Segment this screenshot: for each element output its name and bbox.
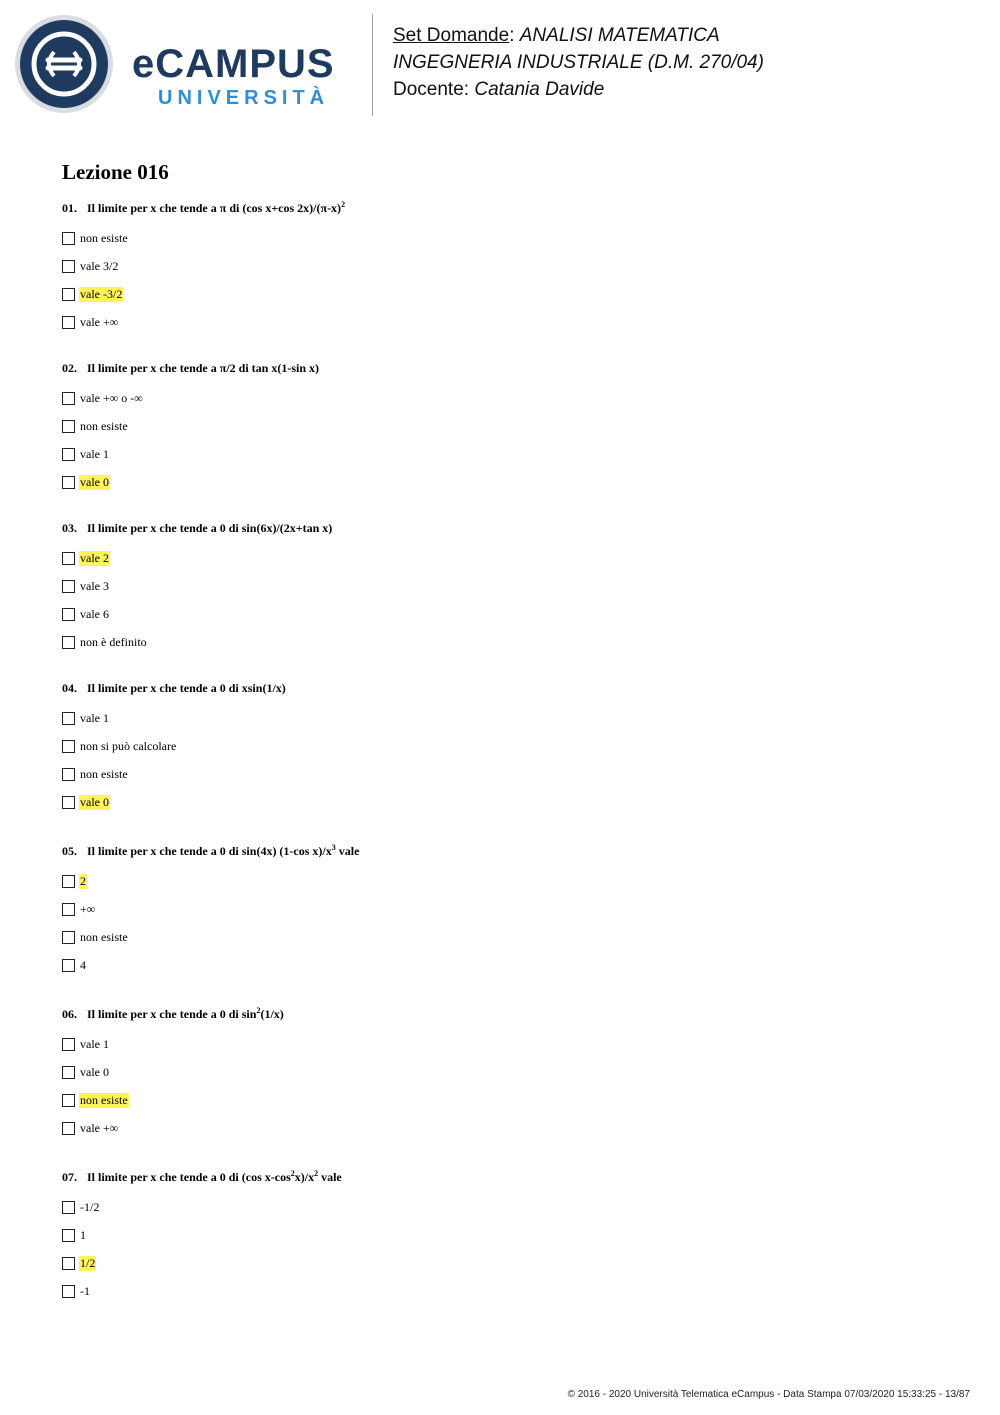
answer-checkbox[interactable] [62, 712, 75, 725]
answer-option-correct[interactable] [62, 1249, 942, 1277]
answer-text: non è definito [80, 634, 147, 649]
answer-text: vale 3 [80, 578, 109, 593]
answer-text: 2 [80, 873, 86, 888]
answer-text: non esiste [80, 418, 128, 433]
set-label: Set Domande [393, 25, 510, 46]
answer-checkbox[interactable] [62, 1066, 75, 1079]
question-body-after: vale [335, 844, 360, 858]
answer-option[interactable] [62, 412, 942, 440]
question-number: 06. [62, 1007, 77, 1021]
ecampus-wordmark [132, 44, 335, 110]
question-number: 03. [62, 521, 77, 535]
answer-text: vale 0 [80, 474, 109, 489]
teacher-line: Docente: Catania Davide [393, 79, 605, 100]
answer-option[interactable] [62, 308, 942, 336]
question-text [62, 197, 942, 216]
answer-checkbox[interactable] [62, 768, 75, 781]
question-number: 02. [62, 361, 77, 375]
answer-option[interactable] [62, 704, 942, 732]
question-body: Il limite per x che tende a 0 di (cos x-cos [87, 1170, 291, 1184]
question-body: Il limite per x che tende a π di (cos x+cos 2x)/(π-x) [87, 201, 342, 215]
answer-checkbox[interactable] [62, 875, 75, 888]
answer-text: 1 [80, 1227, 86, 1242]
question-body: Il limite per x che tende a 0 di sin(6x)/(2x+tan x) [87, 521, 333, 535]
answer-option[interactable] [62, 951, 942, 979]
question-body-after: x)/x [294, 1170, 315, 1184]
answer-checkbox[interactable] [62, 1094, 75, 1107]
answer-text: non esiste [80, 929, 128, 944]
answer-checkbox[interactable] [62, 580, 75, 593]
question-block [62, 1166, 942, 1305]
answer-option[interactable] [62, 1058, 942, 1086]
set-line: Set Domande: ANALISI MATEMATICA [393, 25, 720, 46]
answer-option[interactable] [62, 760, 942, 788]
question-body-after: vale [318, 1170, 342, 1184]
answer-checkbox[interactable] [62, 636, 75, 649]
question-body: Il limite per x che tende a 0 di xsin(1/x) [87, 681, 286, 695]
answer-text: non si può calcolare [80, 738, 177, 753]
question-exponent: 2 [290, 1169, 295, 1178]
answer-checkbox[interactable] [62, 1285, 75, 1298]
course-line: INGEGNERIA INDUSTRIALE (D.M. 270/04) [393, 52, 764, 73]
question-body-after: (1/x) [260, 1007, 284, 1021]
question-text [62, 680, 942, 696]
answer-checkbox[interactable] [62, 232, 75, 245]
answer-checkbox[interactable] [62, 476, 75, 489]
question-block [62, 197, 942, 336]
question-text [62, 1166, 942, 1185]
answer-text: non esiste [80, 230, 128, 245]
question-number: 04. [62, 681, 77, 695]
answer-text: 1/2 [80, 1255, 96, 1270]
answer-option-correct[interactable] [62, 788, 942, 816]
question-exponent: 2 [314, 1169, 319, 1178]
footer-text: © 2016 - 2020 Università Telematica eCampus - Data Stampa 07/03/2020 15:33:25 - 13/87 [567, 1389, 970, 1400]
answer-option[interactable] [62, 1030, 942, 1058]
question-exponent: 3 [331, 843, 336, 852]
answer-checkbox[interactable] [62, 1038, 75, 1051]
ecampus-seal-logo [14, 14, 114, 114]
answer-text: vale +∞ [80, 1120, 119, 1135]
answer-checkbox[interactable] [62, 552, 75, 565]
answer-option-correct[interactable] [62, 544, 942, 572]
question-exponent: 2 [256, 1006, 261, 1015]
teacher-label: Docente [393, 79, 464, 100]
question-body: Il limite per x che tende a π/2 di tan x(1-sin x) [87, 361, 320, 375]
question-block [62, 1003, 942, 1142]
lesson-title: Lezione 016 [62, 160, 169, 184]
answer-checkbox[interactable] [62, 1122, 75, 1135]
answer-option[interactable] [62, 252, 942, 280]
answer-checkbox[interactable] [62, 316, 75, 329]
answer-checkbox[interactable] [62, 931, 75, 944]
question-number: 01. [62, 201, 77, 215]
answer-text: vale +∞ [80, 314, 119, 329]
answer-option[interactable] [62, 440, 942, 468]
answer-text: vale 1 [80, 1036, 109, 1051]
answer-option[interactable] [62, 224, 942, 252]
question-text [62, 1003, 942, 1022]
answer-text: vale 0 [80, 1064, 109, 1079]
answer-option[interactable] [62, 572, 942, 600]
question-block [62, 520, 942, 656]
set-value: ANALISI MATEMATICA [519, 25, 720, 46]
page-header [0, 0, 1000, 130]
answer-checkbox[interactable] [62, 903, 75, 916]
answer-text: vale -3/2 [80, 286, 123, 301]
answer-checkbox[interactable] [62, 608, 75, 621]
questions-list [62, 197, 942, 1329]
answer-option-correct[interactable] [62, 867, 942, 895]
question-body: Il limite per x che tende a 0 di sin [87, 1007, 257, 1021]
answer-text: +∞ [80, 901, 96, 916]
question-body: Il limite per x che tende a 0 di sin(4x) (1-cos x)/x [87, 844, 332, 858]
answer-option[interactable] [62, 923, 942, 951]
question-text [62, 520, 942, 536]
header-divider [372, 14, 373, 116]
answer-option-correct[interactable] [62, 280, 942, 308]
answer-checkbox[interactable] [62, 448, 75, 461]
answer-option-correct[interactable] [62, 468, 942, 496]
answer-option[interactable] [62, 600, 942, 628]
answer-checkbox[interactable] [62, 288, 75, 301]
question-block [62, 360, 942, 496]
logo-sub-text: UNIVERSITÀ [158, 87, 330, 109]
answer-checkbox[interactable] [62, 796, 75, 809]
answer-text: vale 1 [80, 446, 109, 461]
answer-checkbox[interactable] [62, 740, 75, 753]
answer-text: -1/2 [80, 1199, 100, 1214]
question-block [62, 840, 942, 979]
answer-option[interactable] [62, 1277, 942, 1305]
logo-brand-text: eCAMPUS [132, 42, 335, 86]
answer-text: 4 [80, 957, 86, 972]
question-exponent: 2 [341, 200, 346, 209]
answer-text: -1 [80, 1283, 90, 1298]
answer-checkbox[interactable] [62, 260, 75, 273]
answer-option[interactable] [62, 732, 942, 760]
question-text [62, 840, 942, 859]
answer-option[interactable] [62, 895, 942, 923]
answer-option[interactable] [62, 628, 942, 656]
answer-text: vale 2 [80, 550, 109, 565]
answer-text: vale 1 [80, 710, 109, 725]
answer-checkbox[interactable] [62, 1257, 75, 1270]
answer-checkbox[interactable] [62, 420, 75, 433]
answer-text: vale 6 [80, 606, 109, 621]
answer-option[interactable] [62, 1114, 942, 1142]
answer-text: non esiste [80, 1092, 128, 1107]
answer-text: vale 0 [80, 794, 109, 809]
question-block [62, 680, 942, 816]
set-info [393, 22, 764, 103]
answer-option[interactable] [62, 1221, 942, 1249]
answer-checkbox[interactable] [62, 1229, 75, 1242]
answer-text: vale +∞ o -∞ [80, 390, 143, 405]
answer-text: vale 3/2 [80, 258, 119, 273]
question-number: 05. [62, 844, 77, 858]
question-text [62, 360, 942, 376]
answer-checkbox[interactable] [62, 1201, 75, 1214]
answer-checkbox[interactable] [62, 959, 75, 972]
answer-option[interactable] [62, 1193, 942, 1221]
answer-option-correct[interactable] [62, 1086, 942, 1114]
answer-option[interactable] [62, 384, 942, 412]
answer-checkbox[interactable] [62, 392, 75, 405]
answer-text: non esiste [80, 766, 128, 781]
teacher-value: Catania Davide [474, 79, 605, 100]
question-number: 07. [62, 1170, 77, 1184]
